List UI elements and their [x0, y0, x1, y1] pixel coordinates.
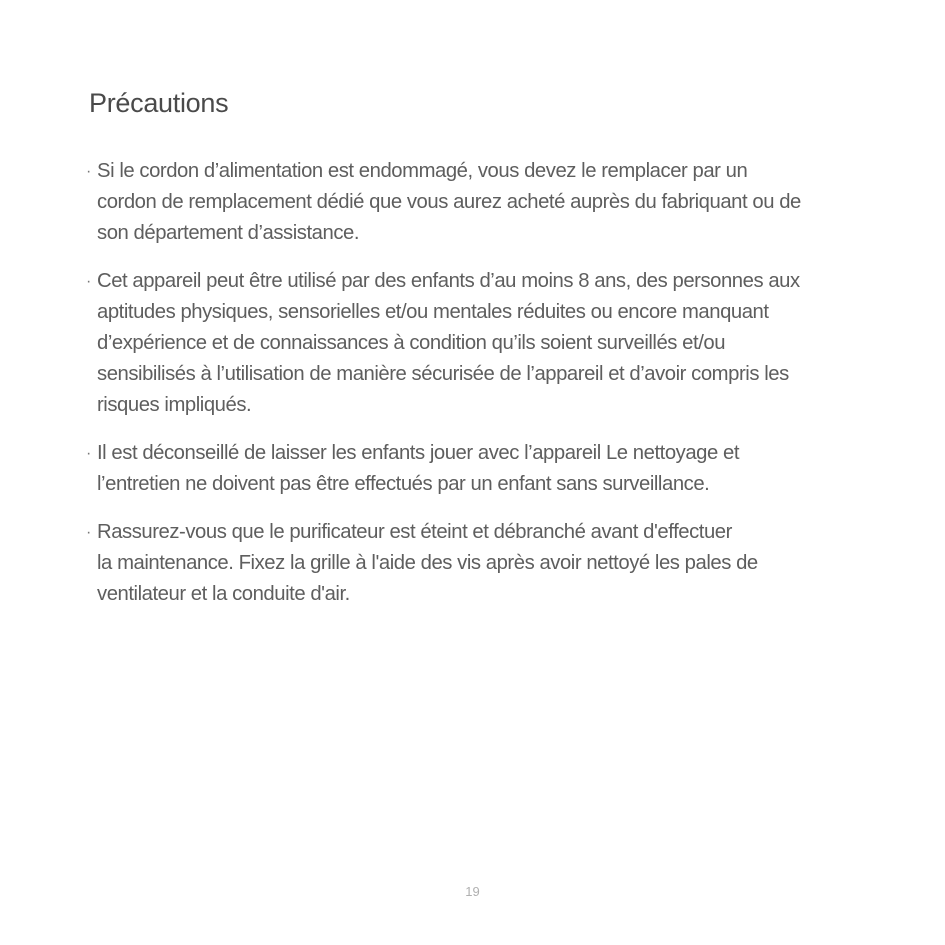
page-number: 19 — [465, 884, 480, 899]
item-text-line: ventilateur et la conduite d'air. — [97, 583, 350, 605]
bullet-icon: · — [86, 163, 91, 180]
item-text-line: aptitudes physiques, sensorielles et/ou mentales réduites ou encore manquant — [97, 301, 769, 323]
bullet-icon: · — [86, 524, 91, 541]
item-text-line: Rassurez-vous que le purificateur est éteint et débranché avant d'effectuer — [97, 521, 732, 543]
list-item — [86, 438, 906, 500]
item-text-line: cordon de remplacement dédié que vous aurez acheté auprès du fabriquant ou de — [97, 191, 801, 213]
bullet-icon: · — [86, 445, 91, 462]
item-text-line: Il est déconseillé de laisser les enfants jouer avec l’appareil Le nettoyage et — [97, 442, 740, 464]
item-text-line: son département d’assistance. — [97, 222, 360, 244]
item-text-line: sensibilisés à l’utilisation de manière sécurisée de l’appareil et d’avoir compris les — [97, 363, 789, 385]
bullet-icon: · — [86, 273, 91, 290]
list-item — [86, 266, 906, 421]
item-text-line: l’entretien ne doivent pas être effectués par un enfant sans surveillance. — [97, 473, 710, 495]
item-text-line: Si le cordon d’alimentation est endommagé, vous devez le remplacer par un — [97, 160, 748, 182]
list-item — [86, 517, 906, 610]
precautions-list — [86, 156, 906, 627]
item-text-line: d’expérience et de connaissances à condition qu’ils soient surveillés et/ou — [97, 332, 726, 354]
item-text-line: Cet appareil peut être utilisé par des enfants d’au moins 8 ans, des personnes aux — [97, 270, 800, 292]
page-title: Précautions — [89, 88, 229, 118]
item-text-line: la maintenance. Fixez la grille à l'aide des vis après avoir nettoyé les pales de — [97, 552, 758, 574]
item-text-line: risques impliqués. — [97, 394, 252, 416]
list-item — [86, 156, 906, 249]
